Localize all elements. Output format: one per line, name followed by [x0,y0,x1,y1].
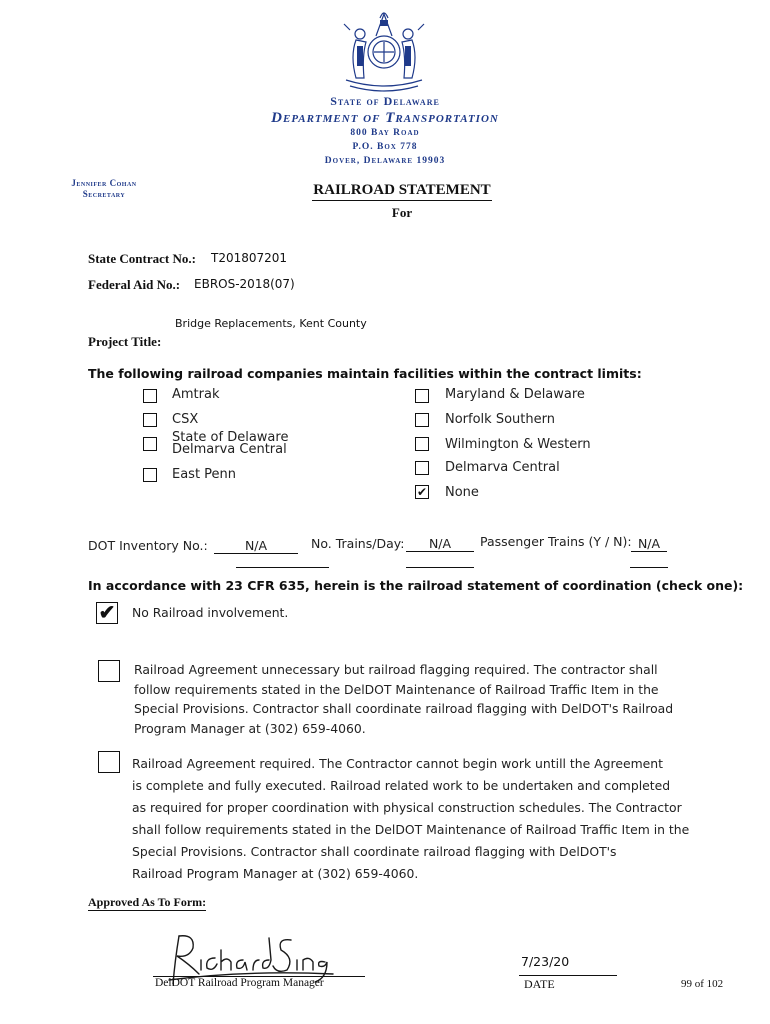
company-norfolk-southern-label: Norfolk Southern [445,412,555,427]
company-norfolk-southern[interactable] [415,413,429,427]
delaware-state-seal [336,6,432,92]
passenger-trains-value: N/A [631,536,667,552]
company-state-of-delaware[interactable] [143,437,157,451]
checkbox[interactable] [143,413,157,427]
company-delmarva-central-label: Delmarva Central [445,460,560,475]
signature-date: 7/23/20 [521,954,570,969]
checkbox[interactable] [415,461,429,475]
option-agreement-required[interactable] [98,751,120,773]
checkbox[interactable] [98,751,120,773]
underline [236,567,329,568]
contract-value: T201807201 [211,251,288,265]
option-line: Railroad Program Manager at (302) 659-4060. [132,866,419,881]
option-line: is complete and fully executed. Railroad related work to be undertaken and completed [132,778,671,793]
trains-per-day-label: No. Trains/Day: [311,536,405,551]
approved-label: Approved As To Form: [88,895,207,909]
company-csx-label: CSX [172,412,199,427]
checkbox[interactable] [415,413,429,427]
company-none[interactable] [415,485,429,499]
company-wilmington-western-label: Wilmington & Western [445,437,591,452]
checkbox-checked[interactable]: ✔ [416,485,428,499]
company-maryland-delaware-label: Maryland & Delaware [445,387,585,402]
address-line-3: Dover, Delaware 19903 [324,156,446,166]
date-label: DATE [524,977,555,991]
checkbox[interactable] [143,468,157,482]
checkbox[interactable] [415,437,429,451]
option-line: Special Provisions. Contractor shall coordinate railroad flagging with DelDOT's [132,844,617,859]
coordination-heading: In accordance with 23 CFR 635, herein is the railroad statement of coordination (check one): [88,578,744,593]
secretary-title: Secretary [82,189,126,199]
date-line [519,975,617,976]
federal-aid-value: EBROS-2018(07) [194,277,295,291]
document-title: RAILROAD STATEMENT [312,182,492,201]
passenger-trains-label: Passenger Trains (Y / N): [480,534,632,549]
company-state-of-delaware-label: State of Delaware Delmarva Central [172,430,289,457]
company-east-penn[interactable] [143,468,157,482]
checkbox[interactable] [415,389,429,403]
company-amtrak-label: Amtrak [172,387,220,402]
checkbox-checked[interactable]: ✔ [96,602,118,624]
option-flagging-required[interactable] [98,660,120,682]
option-line: shall follow requirements stated in the DelDOT Maintenance of Railroad Traffic Item in the [132,822,690,837]
option-line: Special Provisions. Contractor shall coordinate railroad flagging with DelDOT's Railroad [134,701,674,716]
company-csx[interactable] [143,413,157,427]
company-amtrak[interactable] [143,389,157,403]
dot-inventory-label: DOT Inventory No.: [88,538,208,553]
option-line: Railroad Agreement required. The Contractor cannot begin work untill the Agreement [132,756,663,771]
trains-per-day-value: N/A [406,536,474,552]
option-no-railroad-text: No Railroad involvement. [132,605,289,620]
project-title-value: Bridge Replacements, Kent County [175,317,367,330]
project-title-label: Project Title: [88,334,162,349]
dot-inventory-value: N/A [214,538,298,554]
company-maryland-delaware[interactable] [415,389,429,403]
company-east-penn-label: East Penn [172,467,237,482]
underline [406,567,474,568]
option-line: Railroad Agreement unnecessary but railroad flagging required. The contractor shall [134,662,658,677]
checkbox[interactable] [98,660,120,682]
option-flagging-required-text [134,660,734,738]
checkbox[interactable] [143,389,157,403]
option-line: follow requirements stated in the DelDOT Maintenance of Railroad Traffic Item in the [134,681,659,697]
contract-label: State Contract No.: [88,251,196,266]
document-subtitle: For [391,205,413,220]
address-line-2: P.O. Box 778 [352,142,418,152]
option-agreement-required-text [132,753,732,885]
signer-title: DelDOT Railroad Program Manager [155,977,324,989]
department-name: Department of Transportation [271,110,499,126]
company-none-label: None [445,485,479,500]
checkbox[interactable] [143,437,157,451]
state-of-delaware: State of Delaware [330,94,440,108]
company-wilmington-western[interactable] [415,437,429,451]
page-number: 99 of 102 [681,978,724,990]
federal-aid-label: Federal Aid No.: [88,277,181,292]
underline [630,567,668,568]
option-line: Program Manager at (302) 659-4060. [134,720,366,736]
address-line-1: 800 Bay Road [350,128,420,138]
companies-heading: The following railroad companies maintain facilities within the contract limits: [88,366,642,381]
option-no-railroad[interactable] [96,602,118,624]
company-delmarva-central[interactable] [415,461,429,475]
secretary-name: Jennifer Cohan [71,178,137,188]
option-line: as required for proper coordination with physical construction schedules. The Contractor [132,800,682,815]
